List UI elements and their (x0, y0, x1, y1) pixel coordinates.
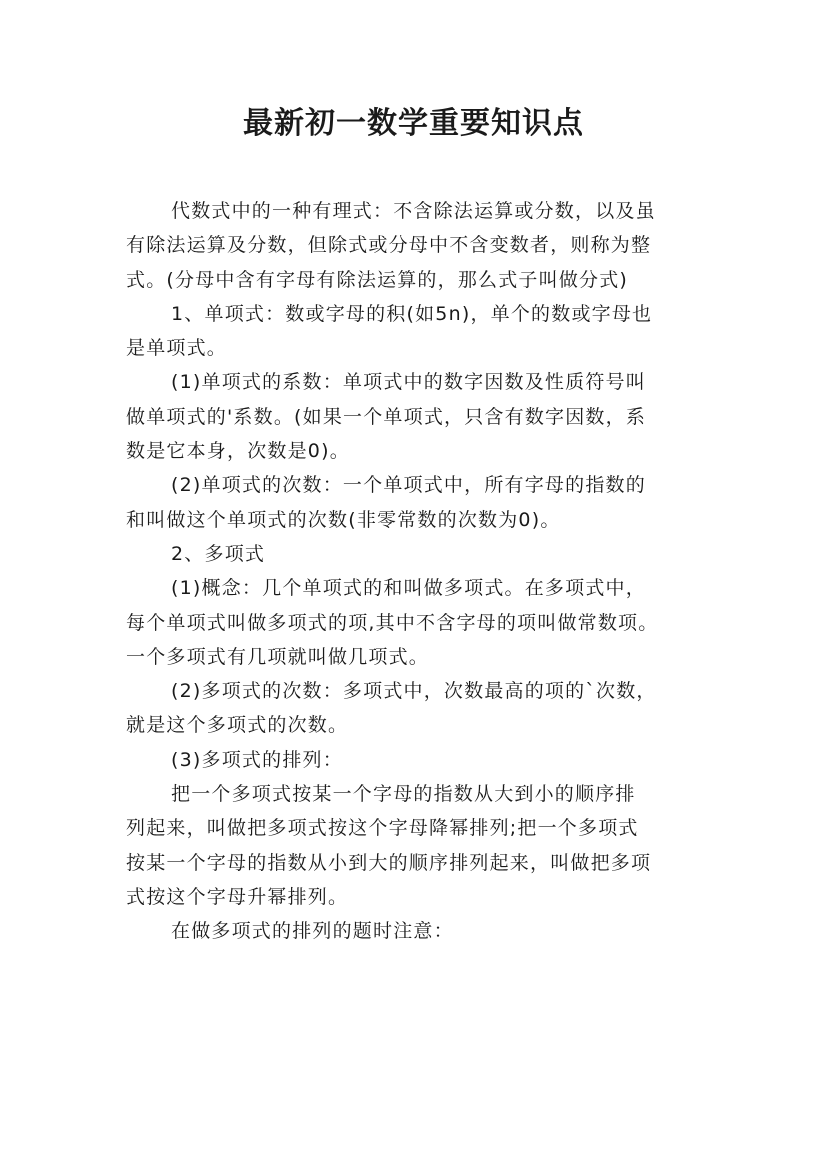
paragraph-line: 式。(分母中含有字母有除法运算的，那么式子叫做分式) (126, 268, 629, 291)
paragraph-line: (3)多项式的排列： (171, 748, 343, 771)
paragraph-line: 代数式中的一种有理式：不含除法运算或分数，以及虽 (171, 200, 656, 222)
paragraph-line: 做单项式的'系数。(如果一个单项式，只含有数字因数，系 (126, 405, 647, 428)
document-title: 最新初一数学重要知识点 (243, 106, 584, 141)
paragraph-line: 把一个多项式按某一个字母的指数从大到小的顺序排 (171, 783, 636, 806)
paragraph-line: 就是这个多项式的次数。 (126, 714, 349, 737)
paragraph-line: (2)多项式的次数：多项式中，次数最高的项的`次数， (171, 680, 657, 703)
paragraph-line: (1)单项式的系数：单项式中的数字因数及性质符号叫 (171, 371, 646, 394)
paragraph-line: 和叫做这个单项式的次数(非零常数的次数为0)。 (126, 508, 561, 531)
paragraph-line: (1)概念：几个单项式的和叫做多项式。在多项式中， (171, 577, 646, 600)
paragraph-line: 1、单项式：数或字母的积(如5n)，单个的数或字母也 (171, 302, 653, 325)
paragraph-line: 有除法运算及分数，但除式或分母中不含变数者，则称为整 (126, 234, 652, 257)
section-heading: 2、多项式 (171, 542, 266, 565)
paragraph-line: 数是它本身，次数是0)。 (126, 440, 350, 463)
paragraph-line: (2)单项式的次数：一个单项式中，所有字母的指数的 (171, 474, 646, 497)
paragraph-line: 每个单项式叫做多项式的项,其中不含字母的项叫做常数项。 (126, 611, 659, 634)
document-body (126, 194, 711, 949)
paragraph-line: 列起来，叫做把多项式按这个字母降幂排列;把一个多项式 (126, 817, 639, 840)
paragraph-line: 式按这个字母升幂排列。 (126, 885, 349, 908)
paragraph-line: 是单项式。 (126, 337, 228, 360)
paragraph-line: 一个多项式有几项就叫做几项式。 (126, 645, 430, 668)
paragraph-line: 在做多项式的排列的题时注意： (171, 920, 454, 943)
paragraph-line: 按某一个字母的指数从小到大的顺序排列起来，叫做把多项 (126, 851, 652, 874)
